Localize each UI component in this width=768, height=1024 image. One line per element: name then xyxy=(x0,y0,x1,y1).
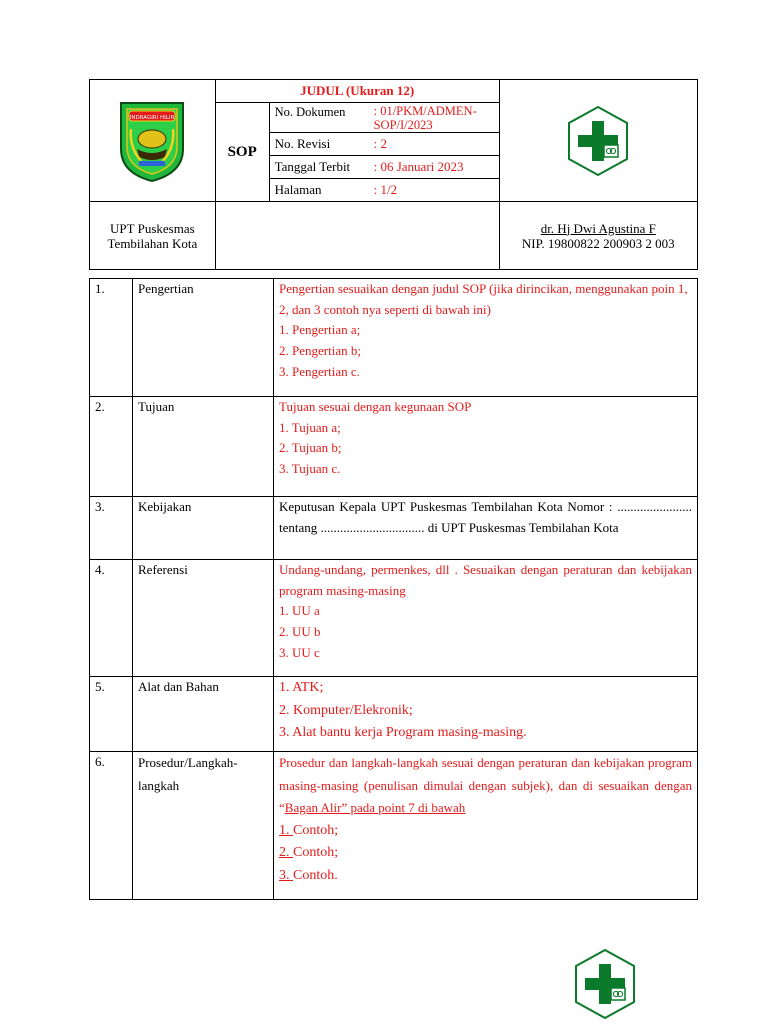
org-line2: Tembilahan Kota xyxy=(107,235,198,251)
list-item: 1. Tujuan a; xyxy=(279,419,341,435)
list-item: 2. Pengertian b; xyxy=(279,343,361,359)
section-content xyxy=(274,677,698,752)
meta-row-dokumen xyxy=(269,103,499,133)
section-label: Prosedur/Langkah-langkah xyxy=(133,752,274,900)
section-number: 6. xyxy=(90,752,133,900)
section-text: Keputusan Kepala UPT Puskesmas Tembilahan Kota Nomor : ....................... tentang ................................ di UPT Puskesmas Tembilahan Kota xyxy=(279,499,692,535)
section-label: Pengertian xyxy=(133,279,274,397)
list-item: 1. UU a xyxy=(279,603,320,619)
org-line1: UPT Puskesmas xyxy=(110,220,195,236)
step-number: 3. xyxy=(279,867,293,883)
list-item: 2. Komputer/Elekronik; xyxy=(279,702,413,718)
step-text: Contoh; xyxy=(293,822,339,838)
list-item: 3. Tujuan c. xyxy=(279,461,341,477)
section-row xyxy=(90,677,698,752)
list-item: 2. Tujuan b; xyxy=(279,440,342,456)
section-number: 2. xyxy=(90,397,133,497)
section-label: Alat dan Bahan xyxy=(133,677,274,752)
section-intro: Undang-undang, permenkes, dll . Sesuaikan dengan peraturan dan kebijakan program masing-masing xyxy=(279,562,692,598)
sop-label-cell xyxy=(215,103,269,202)
section-intro: Tujuan sesuai dengan kegunaan SOP xyxy=(279,399,472,414)
section-label: Tujuan xyxy=(133,397,274,497)
list-item: 1. ATK; xyxy=(279,680,324,695)
puskesmas-logo-icon xyxy=(566,105,630,177)
sop-title: JUDUL (Ukuran 12) xyxy=(300,83,415,98)
meta-label: No. Dokumen xyxy=(274,104,346,119)
section-row xyxy=(90,560,698,677)
section-content xyxy=(274,560,698,677)
bagan-alir-link: Bagan Alir” pada point 7 di bawah xyxy=(284,800,466,815)
section-row xyxy=(90,279,698,397)
signer-nip: NIP. 19800822 200903 2 003 xyxy=(521,235,675,251)
content-table xyxy=(89,278,698,900)
header-table xyxy=(89,79,698,270)
regency-emblem-icon xyxy=(117,99,187,183)
meta-label: Halaman xyxy=(274,182,322,197)
step-item xyxy=(279,842,692,865)
list-item: 3. UU c xyxy=(279,644,320,660)
step-number: 2. xyxy=(279,845,293,860)
section-content xyxy=(274,397,698,497)
list-item: 3. Alat bantu kerja Program masing-masing. xyxy=(279,725,527,740)
section-label: Kebijakan xyxy=(133,497,274,560)
section-number: 3. xyxy=(90,497,133,560)
title-cell xyxy=(215,80,499,103)
section-intro: Prosedur dan langkah-langkah sesuai dengan peraturan dan kebijakan program masing-masing (penulisan dimulai dengan subjek), dan di sesuaikan dengan “ xyxy=(279,755,692,815)
section-content xyxy=(274,279,698,397)
meta-value: : 01/PKM/ADMEN-SOP/I/2023 xyxy=(373,103,477,132)
section-number: 1. xyxy=(90,279,133,397)
list-item: 3. Pengertian c. xyxy=(279,363,360,379)
section-number: 5. xyxy=(90,677,133,752)
meta-value: : 2 xyxy=(373,136,387,151)
blank-cell xyxy=(215,202,499,270)
section-content xyxy=(274,752,698,900)
emblem-ribbon-text: INDRAGIRI HILIR xyxy=(130,114,175,121)
section-row xyxy=(90,397,698,497)
section-number: 4. xyxy=(90,560,133,677)
step-item xyxy=(279,820,692,843)
meta-value: : 06 Januari 2023 xyxy=(373,159,464,174)
meta-label: Tanggal Terbit xyxy=(274,159,351,174)
section-intro: Pengertian sesuaikan dengan judul SOP (jika dirincikan, menggunakan poin 1, 2, dan 3 contoh nya seperti di bawah ini) xyxy=(279,281,688,317)
step-text: Contoh; xyxy=(293,845,339,860)
meta-label: No. Revisi xyxy=(274,136,331,151)
step-item xyxy=(279,865,692,888)
meta-value: : 1/2 xyxy=(373,182,398,197)
org-cell xyxy=(90,202,216,270)
meta-row-revisi xyxy=(269,133,499,156)
section-row xyxy=(90,752,698,900)
logo-cell xyxy=(90,80,216,202)
section-label: Referensi xyxy=(133,560,274,677)
footer-puskesmas-logo-icon xyxy=(573,948,637,1020)
puskesmas-logo-cell xyxy=(499,80,697,202)
list-item: 1. Pengertian a; xyxy=(279,322,361,338)
signer-name: dr. Hj Dwi Agustina F xyxy=(540,220,656,236)
signature-cell xyxy=(499,202,697,270)
step-text: Contoh. xyxy=(293,867,338,883)
meta-row-tanggal xyxy=(269,156,499,179)
list-item: 2. UU b xyxy=(279,624,321,640)
section-content xyxy=(274,497,698,560)
sop-label: SOP xyxy=(227,144,257,160)
section-row xyxy=(90,497,698,560)
step-number: 1. xyxy=(279,822,293,838)
meta-row-halaman xyxy=(269,179,499,202)
